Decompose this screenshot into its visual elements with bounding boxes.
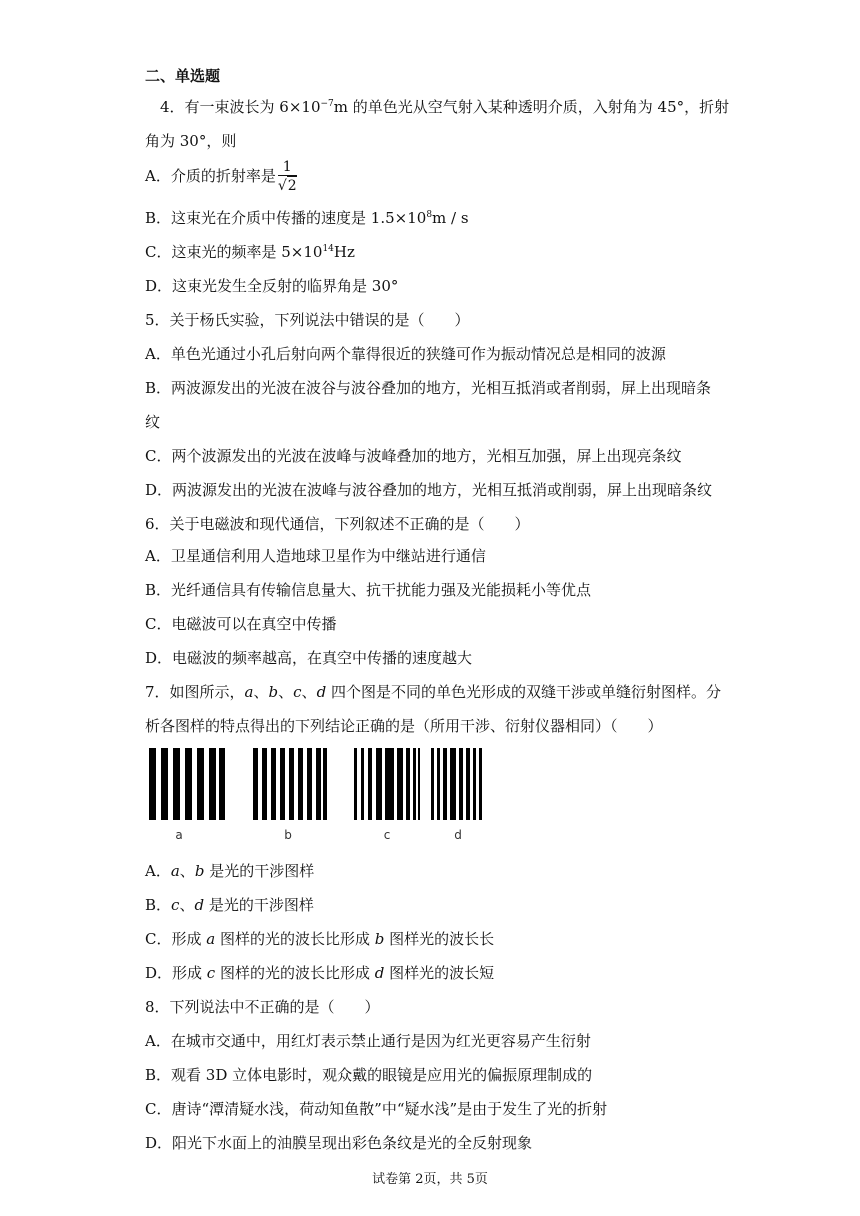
q7-option-d xyxy=(145,963,494,983)
fringe-patterns-figure xyxy=(145,748,490,843)
figure-label-c: c xyxy=(383,828,391,842)
q4-stem-text-b: m 的单色光从空气射入某种透明介质，入射角为 45°，折射 xyxy=(333,98,730,116)
q5-option-b-line2: 纹 xyxy=(145,413,161,431)
q7-stem-line2: 析各图样的特点得出的下列结论正确的是（所用干涉、衍射仪器相同）（ ） xyxy=(145,717,663,735)
fraction-numerator: 1 xyxy=(278,159,297,176)
q7-option-c xyxy=(145,929,494,949)
q7-stem-text-b: 四个图是不同的单色光形成的双缝干涉或单缝衍射图样。分 xyxy=(326,683,721,701)
q7-option-b xyxy=(145,895,314,915)
q4-option-b xyxy=(145,208,469,228)
q4-option-b-text-b: m / s xyxy=(432,209,469,227)
q7-option-b-prefix: B． xyxy=(145,896,172,914)
var-d: d xyxy=(316,683,327,701)
var-a: a xyxy=(170,862,180,880)
fringe-pattern-c xyxy=(354,748,420,820)
q4-option-c-text-a: C．这束光的频率是 5×10 xyxy=(145,243,323,261)
var-d: d xyxy=(194,896,205,914)
separator: 、 xyxy=(179,896,195,914)
var-b: b xyxy=(194,862,205,880)
q5-option-b-line1: B．两波源发出的光波在波谷与波谷叠加的地方，光相互抵消或者削弱，屏上出现暗条 xyxy=(145,379,712,397)
q7-option-d-text-a: D．形成 xyxy=(145,964,207,982)
q4-option-a xyxy=(145,158,297,195)
q4-stem-exponent: −7 xyxy=(320,99,334,109)
q8-option-d: D．阳光下水面上的油膜呈现出彩色条纹是光的全反射现象 xyxy=(145,1134,533,1152)
var-c: c xyxy=(206,964,216,982)
separator: 、 xyxy=(179,862,195,880)
q6-stem: 6．关于电磁波和现代通信，下列叙述不正确的是（ ） xyxy=(145,515,530,533)
fraction xyxy=(278,159,297,195)
q8-stem: 8．下列说法中不正确的是（ ） xyxy=(145,998,380,1016)
figure-label-a: a xyxy=(175,828,183,842)
q5-option-d: D．两波源发出的光波在波峰与波谷叠加的地方，光相互抵消或削弱，屏上出现暗条纹 xyxy=(145,481,713,499)
q7-option-d-text-c: 图样光的波长短 xyxy=(384,964,495,982)
figure-label-d: d xyxy=(454,828,462,842)
q5-stem: 5．关于杨氏实验，下列说法中错误的是（ ） xyxy=(145,311,470,329)
q7-option-a-rest: 是光的干涉图样 xyxy=(204,862,315,880)
fringe-pattern-d xyxy=(431,748,485,820)
q7-option-b-rest: 是光的干涉图样 xyxy=(204,896,314,914)
q6-option-c: C．电磁波可以在真空中传播 xyxy=(145,615,337,633)
q8-option-b: B．观看 3D 立体电影时，观众戴的眼镜是应用光的偏振原理制成的 xyxy=(145,1066,593,1084)
q7-stem-text-a: 7．如图所示， xyxy=(145,683,245,701)
figure-label-b: b xyxy=(284,828,292,842)
separator: 、 xyxy=(301,683,317,701)
q4-stem-text-a: 4．有一束波长为 6×10 xyxy=(160,98,321,116)
fringe-pattern-b xyxy=(253,748,327,820)
var-a: a xyxy=(244,683,254,701)
q5-option-a: A．单色光通过小孔后射向两个靠得很近的狭缝可作为振动情况总是相同的波源 xyxy=(145,345,666,363)
var-d: d xyxy=(374,964,385,982)
sqrt-radicand: 2 xyxy=(287,178,297,194)
q6-option-b: B．光纤通信具有传输信息量大、抗干扰能力强及光能损耗小等优点 xyxy=(145,581,592,599)
q7-stem-line1 xyxy=(145,682,721,702)
separator: 、 xyxy=(278,683,294,701)
fringe-pattern-a xyxy=(149,748,225,820)
section-title: 二、单选题 xyxy=(145,67,221,85)
q8-option-a: A．在城市交通中，用红灯表示禁止通行是因为红光更容易产生衍射 xyxy=(145,1032,591,1050)
q6-option-a: A．卫星通信利用人造地球卫星作为中继站进行通信 xyxy=(145,547,486,565)
q7-option-c-text-c: 图样光的波长长 xyxy=(384,930,495,948)
q4-option-c xyxy=(145,242,355,262)
var-c: c xyxy=(293,683,302,701)
q4-option-b-text-a: B．这束光在介质中传播的速度是 1.5×10 xyxy=(145,209,427,227)
page-footer: 试卷第 2页，共 5页 xyxy=(372,1172,488,1187)
q4-option-b-exponent: 8 xyxy=(426,210,433,220)
q4-stem-line1 xyxy=(160,97,729,117)
var-a: a xyxy=(206,930,216,948)
q4-stem-line2: 角为 30°，则 xyxy=(145,132,237,150)
q7-option-c-text-b: 图样的光的波长比形成 xyxy=(215,930,375,948)
q7-option-a-prefix: A． xyxy=(145,862,171,880)
q7-option-c-text-a: C．形成 xyxy=(145,930,207,948)
q7-option-d-text-b: 图样的光的波长比形成 xyxy=(215,964,375,982)
separator: 、 xyxy=(253,683,269,701)
q5-option-c: C．两个波源发出的光波在波峰与波峰叠加的地方，光相互加强，屏上出现亮条纹 xyxy=(145,447,682,465)
q4-option-c-text-b: Hz xyxy=(333,243,355,261)
q8-option-c: C．唐诗“潭清疑水浅，荷动知鱼散”中“疑水浅”是由于发生了光的折射 xyxy=(145,1100,608,1118)
var-b: b xyxy=(268,683,279,701)
q4-option-a-text: A．介质的折射率是 xyxy=(145,167,276,185)
q7-option-a xyxy=(145,861,314,881)
fraction-denominator: √2 xyxy=(277,178,297,194)
var-c: c xyxy=(171,896,180,914)
q6-option-d: D．电磁波的频率越高，在真空中传播的速度越大 xyxy=(145,649,473,667)
q4-option-c-exponent: 14 xyxy=(322,244,334,254)
var-b: b xyxy=(374,930,385,948)
q4-option-d: D．这束光发生全反射的临界角是 30° xyxy=(145,277,399,295)
